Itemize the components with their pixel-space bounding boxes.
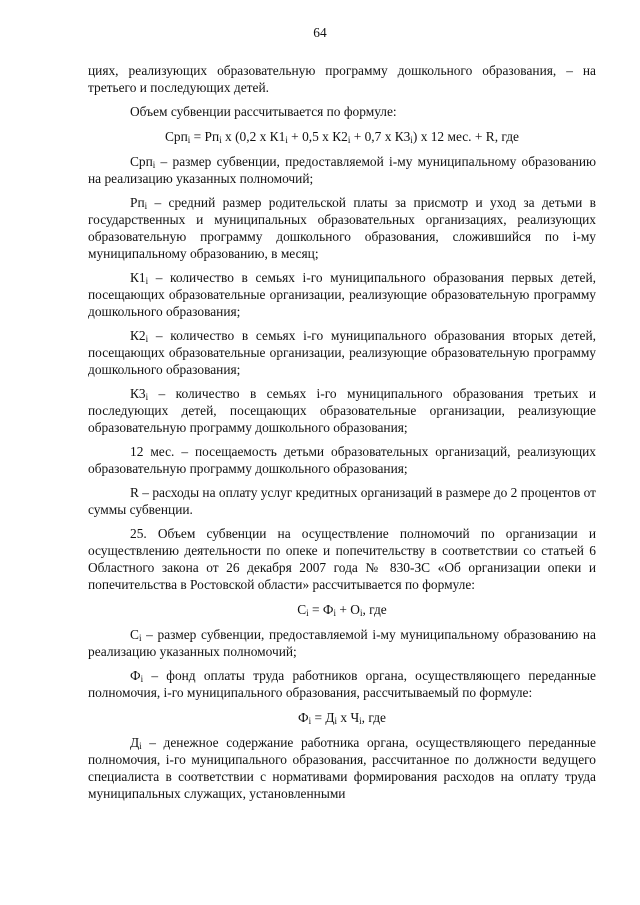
- document-body: [88, 62, 596, 802]
- definition-k2: $К2_i$ – количество в семьях i-го муниципального образования вторых детей, посещающих образовательные организации, реализующие образовательную программу дошкольного образования;: [88, 328, 596, 377]
- formula-payroll: $Ф_i = Д_i$ x $Ч_i$, где: [298, 710, 386, 726]
- paragraph-25: 25. Объем субвенции на осуществление полномочий по организации и осуществлению деятельности по опеке и попечительству в соответствии со статьей 6 Областного закона от 26 декабря 2007 года № 830-ЗС «Об организации опеки и попечительства в Ростовской области» рассчитывается по формуле:: [88, 526, 596, 592]
- definition-d: $Д_i$ – денежное содержание работника органа, осуществляющего переданные полномочия, i-го муниципального образования, рассчитанное по должности ведущего специалиста в соответствии с нормативами формирования расходов на оплату труда муниципальных служащих, установленными: [88, 735, 596, 801]
- formula-subvention: $Срп_i = Рп_i$ x (0,2 x $К1_i + 0,5$ x $К2_i + 0,7$ x $К3_i$) x 12 мес. + R, где: [165, 129, 519, 145]
- paragraph-formula-intro: Объем субвенции рассчитывается по формуле:: [130, 104, 397, 119]
- definition-srp: Срп$_i$ – размер субвенции, предоставляемой i-му муниципальному образованию на реализацию указанных полномочий;: [88, 154, 596, 186]
- definition-c: $С_i$ – размер субвенции, предоставляемой i-му муниципальному образованию на реализацию указанных полномочий;: [88, 627, 596, 659]
- formula-guardianship: $С_i = Ф_i + О_i$, где: [297, 602, 387, 618]
- definition-rp: $Рп_i$ – средний размер родительской платы за присмотр и уход за детьми в государственных и муниципальных образовательных организациях, реализующих образовательную программу дошкольного образования, сложившийся по i-му муниципальному образованию, в месяц;: [88, 195, 596, 261]
- definition-k1: $К1_i$ – количество в семьях i-го муниципального образования первых детей, посещающих образовательные организации, реализующие образовательную программу дошкольного образования;: [88, 270, 596, 319]
- definition-f: $Ф_i$ – фонд оплаты труда работников органа, осуществляющего переданные полномочия, i-го муниципального образования, рассчитываемый по формуле:: [88, 668, 596, 700]
- page-number: 64: [313, 25, 327, 40]
- definition-k3: $К3_i$ – количество в семьях i-го муниципального образования третьих и последующих детей, посещающих образовательные организации, реализующие образовательную программу дошкольного образования;: [88, 386, 596, 435]
- paragraph-continuation: циях, реализующих образовательную программу дошкольного образования, – на третьего и последующих детей.: [88, 63, 596, 95]
- definition-12-months: 12 мес. – посещаемость детьми образовательных организаций, реализующих образовательную программу дошкольного образования;: [88, 444, 596, 476]
- definition-r: R – расходы на оплату услуг кредитных организаций в размере до 2 процентов от суммы субвенции.: [88, 485, 596, 517]
